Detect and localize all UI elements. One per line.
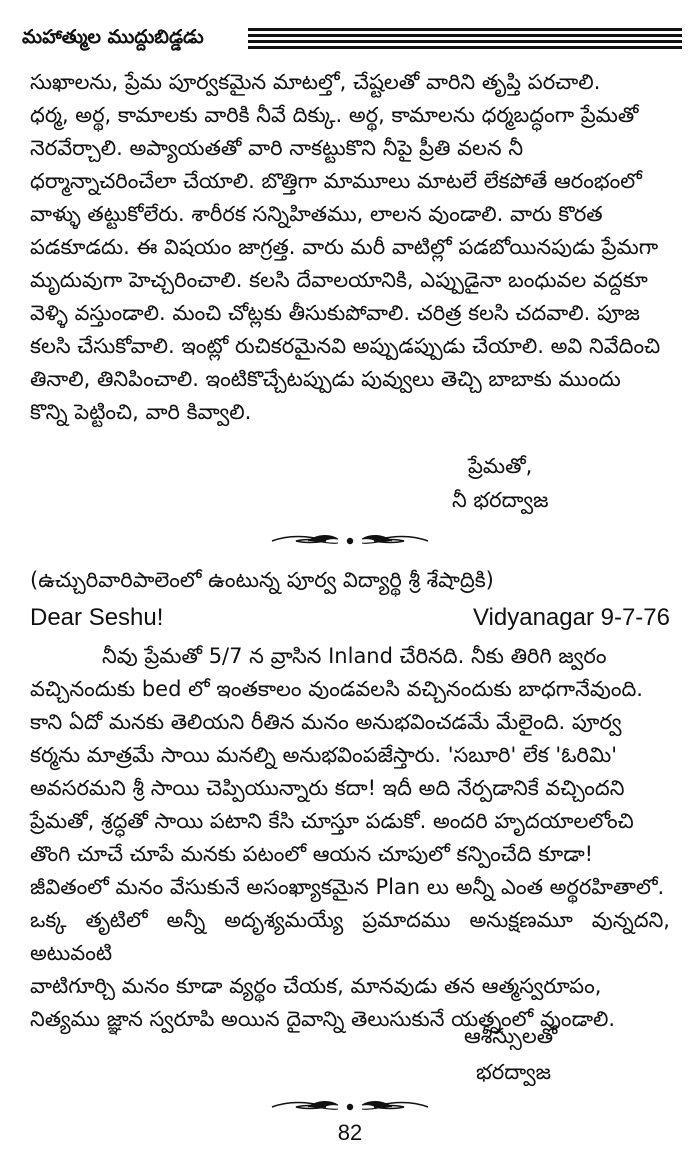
- recipient-note: (ఉచ్చురివారిపాలెంలో ఉంటున్న పూర్వ విద్యార్థి శ్రీ శేషాద్రికి): [30, 568, 494, 592]
- letter2-body: [30, 640, 670, 1036]
- letter1-line: సుఖాలను, ప్రేమ పూర్వకమైన మాటల్తో, చేష్టలతో వారిని తృప్తి పరచాలి.: [30, 70, 601, 94]
- letter2-line: కర్మను మాత్రమే సాయి మనల్ని అనుభవింపజేస్తారు. 'సబూరి' లేక 'ఓరిమి': [30, 743, 618, 767]
- letter1-line: మృదువుగా హెచ్చరించాలి. కలసి దేవాలయానికి, ఎప్పుడైనా బంధువల వద్దకూ: [30, 268, 648, 292]
- letter2-signature: భరద్వాజ: [476, 1060, 552, 1084]
- letter1-line: వెళ్ళి వస్తుండాలి. మంచి చోట్లకు తీసుకుపోవాలి. చరిత్ర కలసి చదవాలి. పూజ: [30, 301, 640, 325]
- letter1-line: నెరవేర్చాలి. అప్యాయతతో వారి నాకట్టుకొని నీపై ప్రీతి వలన నీ: [30, 136, 524, 160]
- letter2-line: అవసరమని శ్రీ సాయి చెప్పియున్నారు కదా! ఇదీ అది నేర్పడానికే వచ్చిందని: [30, 776, 625, 800]
- letter2-line: నీవు ప్రేమతో 5/7 న వ్రాసిన Inland చేరినది. నీకు తిరిగి జ్వరం: [102, 644, 607, 668]
- letter2-line: కాని ఏదో మనకు తెలియని రీతిన మనం అనుభవించడమే మేలైంది. పూర్వ: [30, 710, 622, 734]
- letter2-line: జీవితంలో మనం వేసుకునే అసంఖ్యాకమైన Plan లు అన్నీ ఎంత అర్థరహితాలో.: [30, 875, 665, 899]
- letter2-line: నిత్యము జ్ఞాన స్వరూపి అయిన దైవాన్ని తెలుసుకునే యత్నంలో వుండాలి.: [30, 1007, 616, 1031]
- letter1-line: వాళ్ళు తట్టుకోలేరు. శారీరక సన్నిహితము, లాలన వుండాలి. వారు కొరత: [30, 202, 603, 226]
- book-title: మహాత్ముల ముద్దుబిడ్డడు: [22, 26, 204, 48]
- letter1-line: పడకూడదు. ఈ విషయం జాగ్రత్త. వారు మరీ వాటిల్లో పడబోయినపుడు ప్రేమగా: [30, 235, 659, 259]
- letter2-line: తొంగి చూచే చూపే మనకు పటంలో ఆయన చూపులో కన్పించేది కూడా!: [30, 842, 594, 866]
- letter2-line: ప్రేమతో, శ్రద్ధతో సాయి పటాని కేసి చూస్తూ పడుకో. అందరి హృదయాలలోంచి: [30, 809, 634, 833]
- letter1-line: కొన్ని పెట్టించి, వారి కివ్వాలి.: [30, 400, 252, 424]
- letter1-line: తినాలి, తినిపించాలి. ఇంటికొచ్చేటప్పుడు పువ్వులు తెచ్చి బాబాకు ముందు: [30, 367, 621, 391]
- place-date: Vidyanagar 9-7-76: [472, 604, 670, 631]
- greeting-row: [30, 604, 670, 638]
- page-number: 82: [337, 1120, 363, 1145]
- letter1-line: ధర్మ, అర్థ, కామాలకు వారికి నీవే దిక్కు. అర్థ, కామాలను ధర్మబద్ధంగా ప్రేమతో: [30, 103, 639, 127]
- running-header: [22, 22, 682, 58]
- letter2-closing: ఆశీస్సులతో: [464, 1024, 558, 1048]
- ornamental-divider: [268, 1096, 432, 1118]
- letter2-line: ఒక్క తృటిలో అన్నీ అదృశ్యమయ్యే ప్రమాదము అనుక్షణమూ వున్నదని, అటువంటి: [30, 908, 670, 965]
- ornamental-divider: [268, 530, 432, 552]
- letter1-line: కలసి చేసుకోవాలి. ఇంట్లో రుచికరమైనవి అప్పుడప్పుడు చేయాలి. అవి నివేదించి: [30, 334, 661, 358]
- salutation: Dear Seshu!: [30, 604, 164, 631]
- letter1-signature: నీ భరద్వాజ: [452, 488, 549, 512]
- letter1-closing: ప్రేమతో,: [468, 454, 533, 478]
- letter2-line: వాటిగూర్చి మనం కూడా వ్యర్థం చేయక, మానవుడు తన ఆత్మస్వరూపం,: [30, 974, 602, 998]
- letter1-line: ధర్మాన్నాచరించేలా చేయాలి. బొత్తిగా మామూలు మాటలే లేకపోతే ఆరంభంలో: [30, 169, 642, 193]
- header-rule-lines: [248, 28, 682, 52]
- letter2-line: వచ్చినందుకు bed లో ఇంతకాలం వుండవలసి వచ్చినందుకు బాధగానేవుంది.: [30, 677, 643, 701]
- letter1-body: [30, 66, 670, 429]
